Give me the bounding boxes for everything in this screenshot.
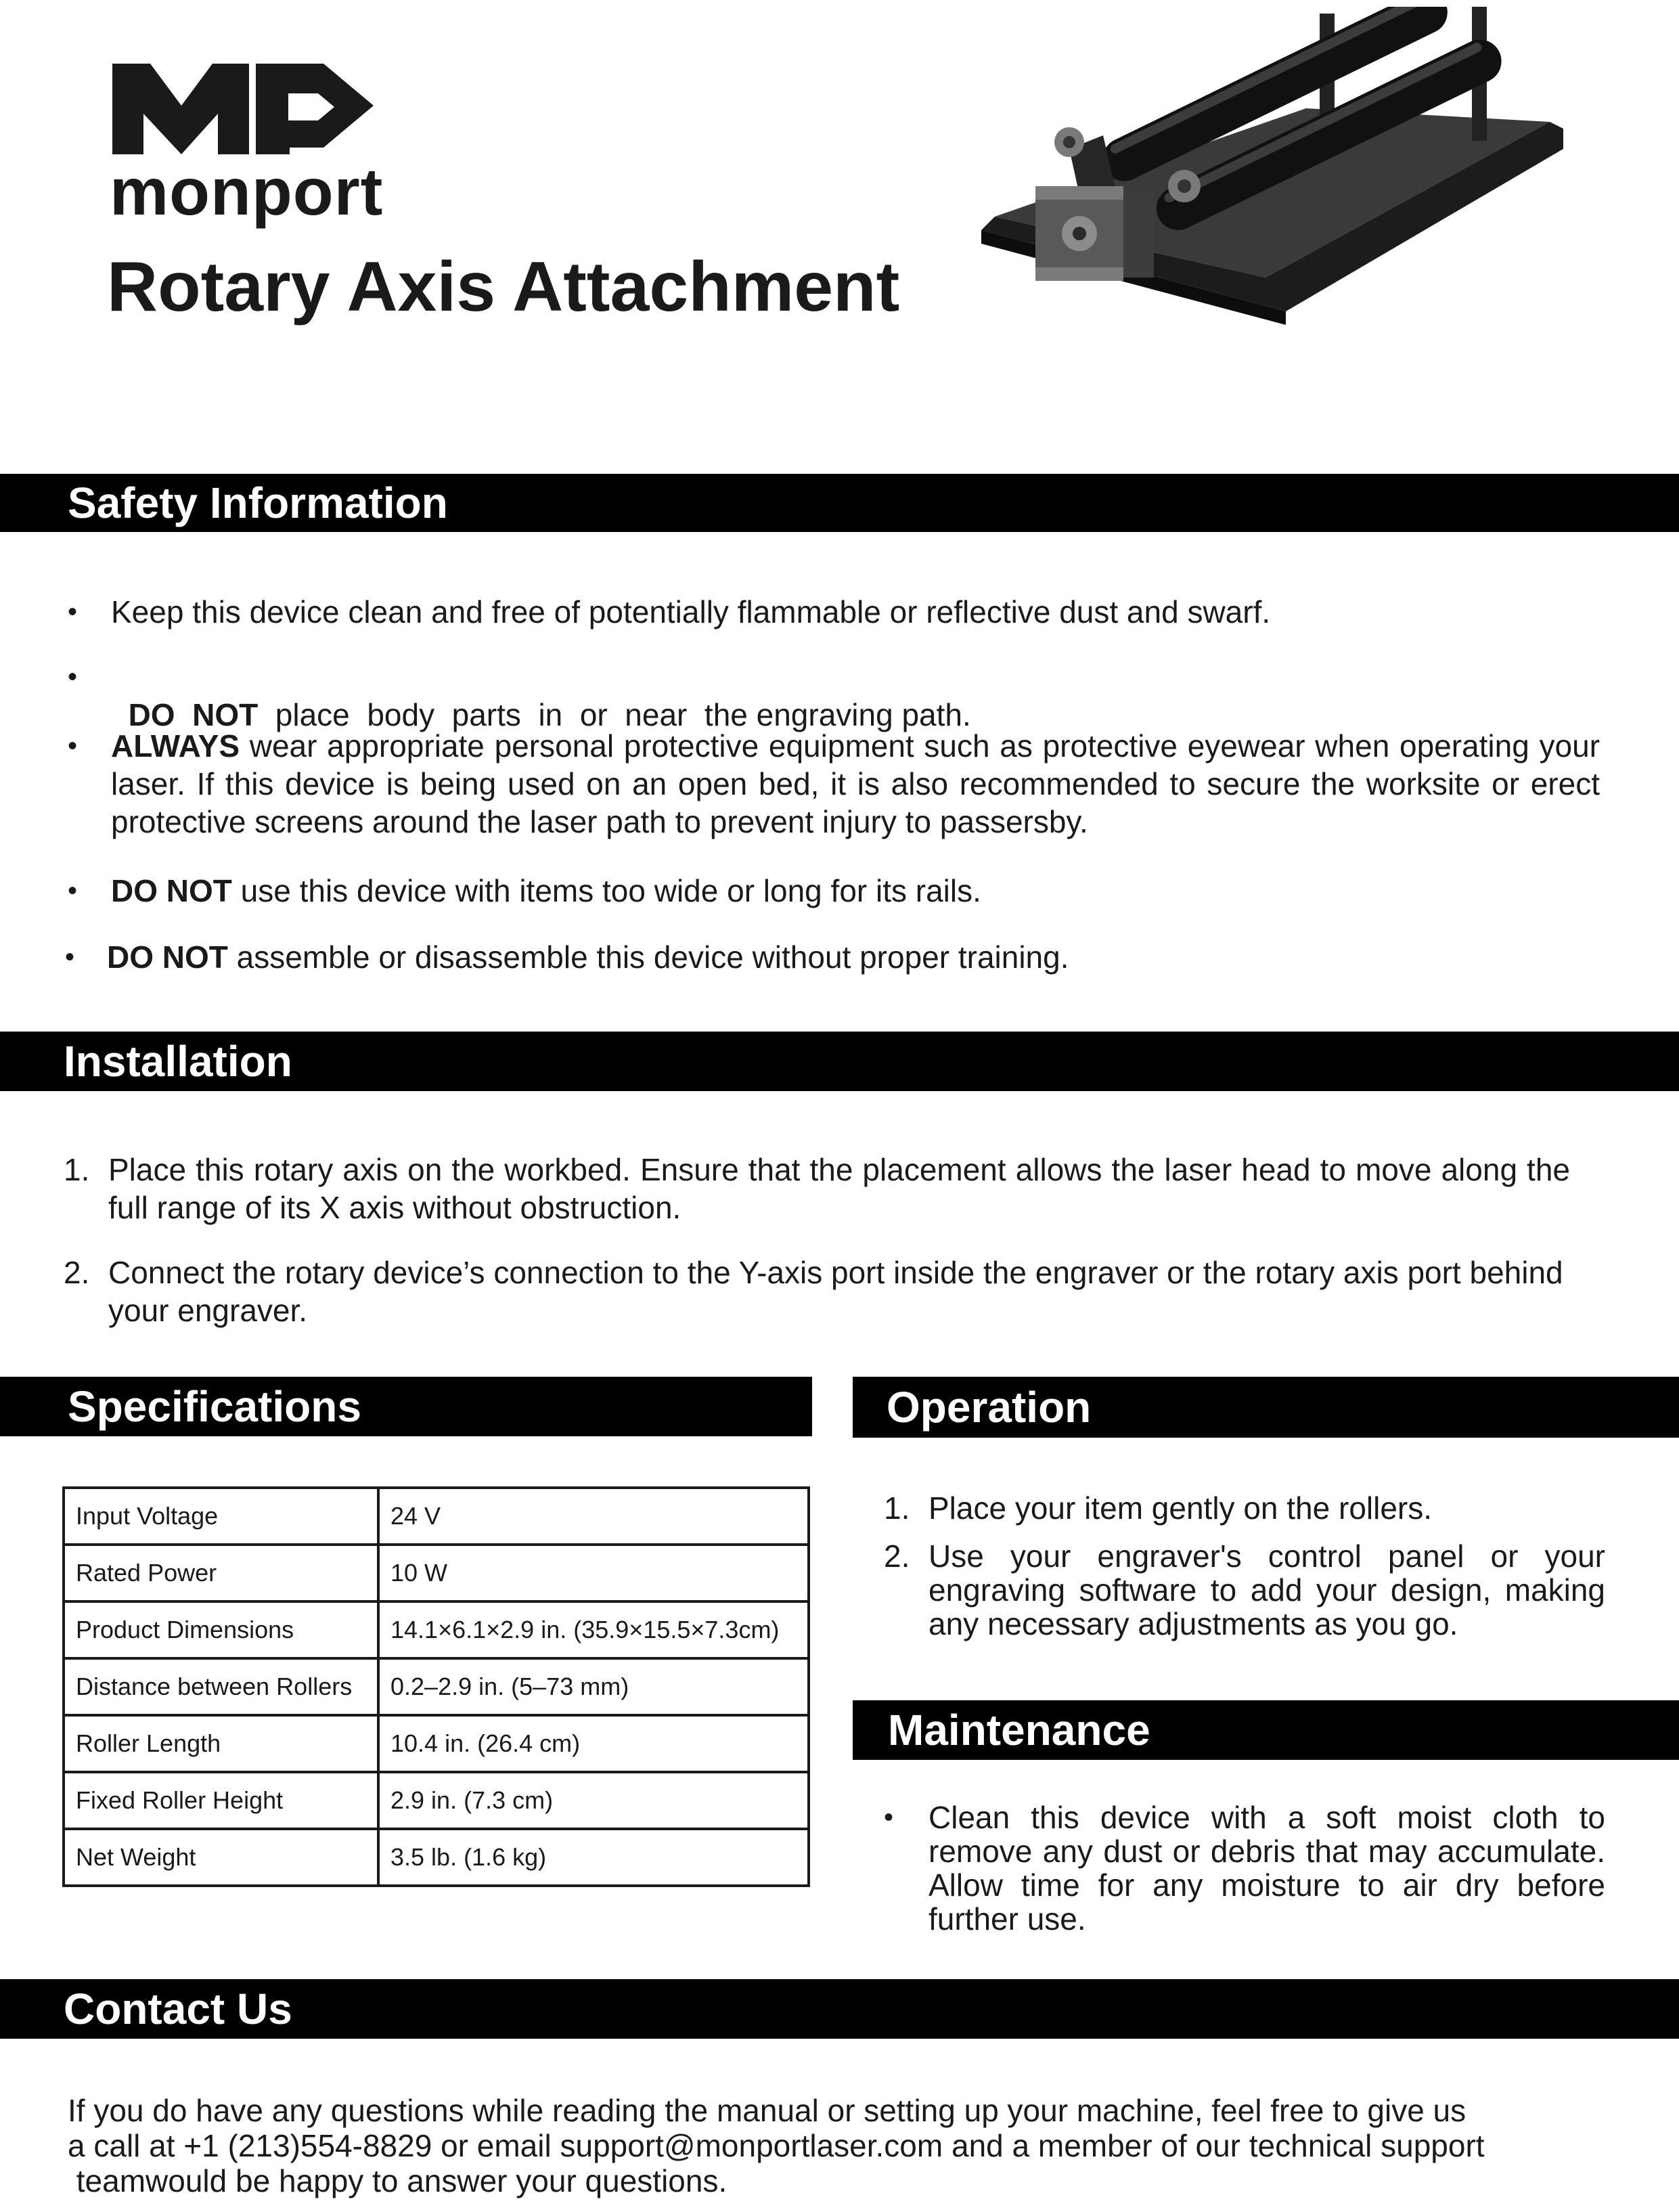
section-title-operation: Operation [887, 1383, 1092, 1432]
contact-line: teamwould be happy to answer your questions. [68, 2163, 727, 2198]
table-row [64, 1488, 809, 1545]
contact-text [68, 2093, 1638, 2198]
operation-step-number: 1. [884, 1490, 910, 1526]
safety-item: DO NOT assemble or disassemble this device without proper training. [107, 939, 1069, 975]
spec-label: Product Dimensions [64, 1601, 378, 1658]
bullet-icon: • [68, 731, 78, 761]
spec-value: 3.5 lb. (1.6 kg) [378, 1829, 809, 1886]
bullet-icon: • [68, 876, 78, 906]
maintenance-item: Clean this device with a soft moist cloth to remove any dust or debris that may accumulate. Allow time for any moisture to air dry before further use. [928, 1800, 1605, 1937]
contact-line: a call at +1 (213)554-8829 or email support@monportlaser.com and a member of our technical support [68, 2128, 1485, 2163]
safety-item: ALWAYS wear appropriate personal protective equipment such as protective eyewear when operating your laser. If this device is being used on an open bed, it is also recommended to secure the worksite or erect protective screens around the laser path to prevent injury to passersby. [111, 728, 1600, 839]
table-row [64, 1601, 809, 1658]
section-title-maintenance: Maintenance [888, 1706, 1150, 1754]
safety-item: Keep this device clean and free of potentially flammable or reflective dust and swarf. [111, 594, 1271, 629]
contact-line: If you do have any questions while reading the manual or setting up your machine, feel free to give us [68, 2093, 1467, 2128]
section-header-specifications [0, 1377, 812, 1436]
bullet-icon: • [65, 942, 75, 972]
bullet-icon: • [68, 597, 78, 627]
section-header-maintenance [853, 1700, 1679, 1760]
spec-value: 0.2–2.9 in. (5–73 mm) [378, 1658, 809, 1715]
table-row [64, 1658, 809, 1715]
section-title-specifications: Specifications [68, 1382, 361, 1431]
installation-step: Connect the rotary device’s connection to the Y-axis port inside the engraver or the rotary axis port behind your engraver. [108, 1255, 1563, 1328]
operation-step: Use your engraver's control panel or your engraving software to add your design, making any necessary adjustments as you go. [928, 1539, 1605, 1641]
spec-value: 14.1×6.1×2.9 in. (35.9×15.5×7.3cm) [378, 1601, 809, 1658]
table-row [64, 1715, 809, 1772]
spec-label: Net Weight [64, 1829, 378, 1886]
spec-value: 2.9 in. (7.3 cm) [378, 1772, 809, 1829]
bullet-icon: • [884, 1802, 894, 1832]
spec-value: 10 W [378, 1545, 809, 1601]
section-header-contact [0, 1979, 1679, 2039]
section-title-installation: Installation [64, 1037, 292, 1086]
installation-step-number: 2. [64, 1255, 90, 1290]
section-header-operation [853, 1377, 1679, 1438]
operation-step: Place your item gently on the rollers. [928, 1490, 1433, 1526]
spec-label: Rated Power [64, 1545, 378, 1601]
rotary-axis-product-image [968, 7, 1590, 325]
table-row [64, 1772, 809, 1829]
mp-logo-mark-icon [108, 58, 379, 160]
operation-step-number: 2. [884, 1539, 910, 1574]
table-row [64, 1545, 809, 1601]
spec-value: 24 V [378, 1488, 809, 1545]
table-row [64, 1829, 809, 1886]
safety-item: DO NOT place body parts in or near the engraving path. [128, 697, 971, 732]
section-title-contact: Contact Us [64, 1985, 292, 2033]
installation-step-number: 1. [64, 1152, 90, 1187]
spec-label: Distance between Rollers [64, 1658, 378, 1715]
spec-value: 10.4 in. (26.4 cm) [378, 1715, 809, 1772]
spec-label: Input Voltage [64, 1488, 378, 1545]
section-title-safety: Safety Information [68, 479, 448, 527]
monport-logo [108, 58, 384, 229]
section-header-installation [0, 1032, 1679, 1091]
specifications-table [62, 1486, 810, 1887]
bullet-icon: • [68, 662, 78, 692]
brand-wordmark: monport [110, 154, 384, 229]
spec-label: Fixed Roller Height [64, 1772, 378, 1829]
safety-item: DO NOT use this device with items too wide or long for its rails. [111, 873, 981, 908]
installation-step: Place this rotary axis on the workbed. Ensure that the placement allows the laser head to move along the full range of its X axis without obstruction. [108, 1152, 1570, 1225]
spec-label: Roller Length [64, 1715, 378, 1772]
page-title: Rotary Axis Attachment [107, 248, 900, 326]
section-header-safety [0, 474, 1679, 532]
